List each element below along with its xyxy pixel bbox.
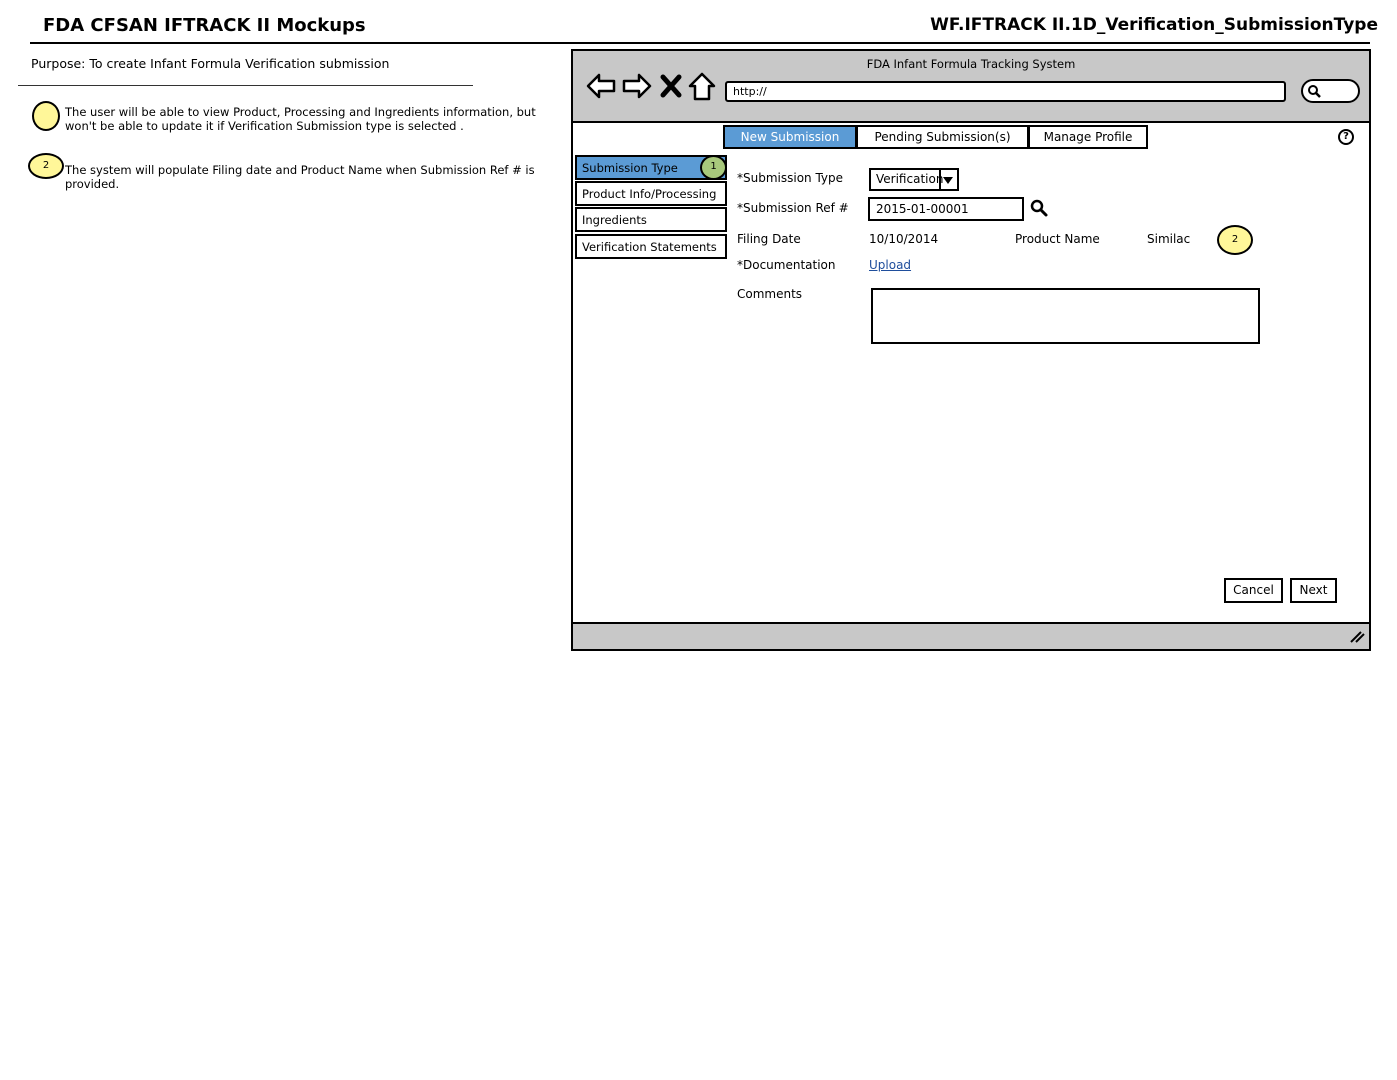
submission-ref-label: *Submission Ref # — [737, 201, 849, 215]
purpose-text: Purpose: To create Infant Formula Verification submission — [31, 56, 390, 71]
submission-type-value: Verification — [876, 172, 944, 186]
sidebar-item-submission-type[interactable]: Submission Type — [575, 155, 727, 180]
lookup-search-icon[interactable] — [1029, 198, 1049, 218]
browser-window — [571, 49, 1371, 651]
upload-link[interactable]: Upload — [869, 258, 912, 272]
note-text-1: The user will be able to view Product, Processing and Ingredients information, but won't be able to update it if Verification Submission type is selected . — [65, 105, 536, 133]
next-button[interactable]: Next — [1290, 578, 1337, 603]
sidebar-item-verification-statements[interactable]: Verification Statements — [575, 234, 727, 259]
filing-date-label: Filing Date — [737, 232, 801, 246]
tab-manage-profile[interactable]: Manage Profile — [1028, 125, 1148, 149]
chevron-down-icon — [939, 170, 957, 189]
home-icon[interactable] — [687, 71, 717, 101]
sidebar-item-product-info[interactable]: Product Info/Processing — [575, 181, 727, 206]
search-icon — [1307, 84, 1321, 98]
submission-type-label: *Submission Type — [737, 171, 844, 185]
close-icon[interactable] — [659, 71, 683, 101]
resize-handle-icon[interactable] — [1349, 629, 1365, 643]
cancel-button[interactable]: Cancel — [1224, 578, 1283, 603]
purpose-divider — [18, 85, 473, 86]
url-input[interactable]: http:// — [725, 81, 1286, 102]
page-id: WF.IFTRACK II.1D_Verification_SubmissionType — [930, 15, 1378, 35]
help-icon[interactable]: ? — [1338, 129, 1354, 145]
sidebar-marker: 1 — [700, 155, 727, 180]
product-marker: 2 — [1217, 225, 1253, 255]
submission-type-select[interactable] — [869, 168, 959, 191]
product-name-label: Product Name — [1015, 232, 1100, 246]
header-divider — [30, 42, 1370, 44]
note-text-2: The system will populate Filing date and Product Name when Submission Ref # is provided. — [65, 163, 535, 191]
browser-title: FDA Infant Formula Tracking System — [866, 57, 1076, 71]
note-marker-1 — [32, 101, 60, 131]
tab-pending-submissions[interactable]: Pending Submission(s) — [856, 125, 1029, 149]
browser-status-bar — [573, 622, 1369, 649]
filing-date-value: 10/10/2014 — [869, 232, 939, 246]
submission-ref-input[interactable]: 2015-01-00001 — [868, 197, 1024, 221]
page-title: FDA CFSAN IFTRACK II Mockups — [43, 15, 366, 36]
comments-label: Comments — [737, 287, 803, 301]
browser-toolbar — [573, 51, 1369, 123]
tab-new-submission[interactable]: New Submission — [723, 125, 857, 149]
sidebar-item-ingredients[interactable]: Ingredients — [575, 207, 727, 232]
browser-search-input[interactable] — [1301, 79, 1360, 103]
documentation-label: *Documentation — [737, 258, 836, 272]
product-name-value: Similac — [1147, 232, 1191, 246]
back-arrow-icon[interactable] — [586, 71, 616, 101]
comments-textarea[interactable] — [871, 288, 1260, 344]
note-marker-2: 2 — [28, 153, 64, 179]
forward-arrow-icon[interactable] — [622, 71, 652, 101]
